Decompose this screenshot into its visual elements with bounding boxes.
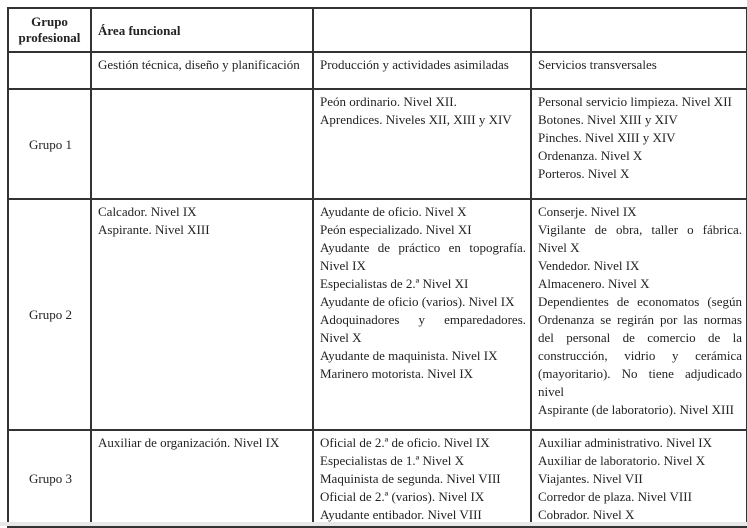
job-entry: Vendedor. Nivel IX bbox=[538, 258, 640, 273]
table-row bbox=[8, 199, 747, 430]
job-entry: Especialistas de 2.ª Nivel XI bbox=[320, 276, 469, 291]
job-entry: Ayudante de maquinista. Nivel IX bbox=[320, 348, 498, 363]
gestion-cell bbox=[91, 89, 313, 199]
header-area-funcional: Área funcional bbox=[91, 8, 313, 52]
servicios-cell bbox=[531, 430, 747, 527]
job-entry: Auxiliar de laboratorio. Nivel X bbox=[538, 453, 706, 468]
job-entry: Viajantes. Nivel VII bbox=[538, 471, 643, 486]
gestion-cell bbox=[91, 199, 313, 430]
job-entry: Peón especializado. Nivel XI bbox=[320, 222, 472, 237]
job-entry: Pinches. Nivel XIII y XIV bbox=[538, 130, 676, 145]
job-entry: Vigilante de obra, taller o fábrica. Nivel X bbox=[538, 222, 742, 255]
job-entry: Aspirante (de laboratorio). Nivel XIII bbox=[538, 402, 735, 417]
job-entry: Marinero motorista. Nivel IX bbox=[320, 366, 474, 381]
gestion-cell bbox=[91, 430, 313, 527]
job-entry: Calcador. Nivel IX bbox=[98, 204, 197, 219]
job-entry: Peón ordinario. Nivel XII. bbox=[320, 94, 457, 109]
page-bottom-strip bbox=[0, 522, 747, 526]
job-entry: Aspirante. Nivel XIII bbox=[98, 222, 210, 237]
job-entry: Ordenanza. Nivel X bbox=[538, 148, 643, 163]
job-entry: Conserje. Nivel IX bbox=[538, 204, 637, 219]
header-empty-cell bbox=[531, 8, 747, 52]
job-entry: Ayudante de oficio (varios). Nivel IX bbox=[320, 294, 515, 309]
area-subheader-row bbox=[8, 52, 747, 89]
produccion-cell bbox=[313, 89, 531, 199]
header-empty-cell bbox=[313, 8, 531, 52]
produccion-cell bbox=[313, 199, 531, 430]
area-produccion: Producción y actividades asimiladas bbox=[313, 52, 531, 89]
job-entry: Porteros. Nivel X bbox=[538, 166, 630, 181]
header-grupo-profesional: Grupo profesional bbox=[8, 8, 91, 52]
job-entry: Ayudante de oficio. Nivel X bbox=[320, 204, 467, 219]
grupos-profesionales-table bbox=[7, 7, 747, 528]
area-servicios: Servicios transversales bbox=[531, 52, 747, 89]
job-entry: Oficial de 2.ª (varios). Nivel IX bbox=[320, 489, 485, 504]
job-entry: Oficial de 2.ª de oficio. Nivel IX bbox=[320, 435, 490, 450]
job-entry: Personal servicio limpieza. Nivel XII bbox=[538, 94, 732, 109]
grupo-label: Grupo 3 bbox=[8, 430, 91, 527]
grupo-label: Grupo 1 bbox=[8, 89, 91, 199]
job-entry: Auxiliar de organización. Nivel IX bbox=[98, 435, 280, 450]
job-entry: Almacenero. Nivel X bbox=[538, 276, 650, 291]
job-entry: Ayudante entibador. Nivel VIII bbox=[320, 507, 482, 522]
job-entry: Aprendices. Niveles XII, XIII y XIV bbox=[320, 112, 512, 127]
job-entry: Cobrador. Nivel X bbox=[538, 507, 635, 522]
job-entry: Botones. Nivel XIII y XIV bbox=[538, 112, 678, 127]
job-entry: Dependientes de economatos (según Ordenanza se regirán por las normas del personal de comercio de la construcción, vidrio y cerámica (mayoritario). No tiene adjudicado nivel bbox=[538, 294, 742, 399]
grupo-label: Grupo 2 bbox=[8, 199, 91, 430]
table-row bbox=[8, 430, 747, 527]
servicios-cell bbox=[531, 199, 747, 430]
produccion-cell bbox=[313, 430, 531, 527]
area-gestion: Gestión técnica, diseño y planificación bbox=[91, 52, 313, 89]
table-row bbox=[8, 89, 747, 199]
job-entry: Adoquinadores y emparedadores. Nivel X bbox=[320, 312, 526, 345]
job-entry: Auxiliar administrativo. Nivel IX bbox=[538, 435, 713, 450]
job-entry: Especialistas de 1.ª Nivel X bbox=[320, 453, 465, 468]
job-entry: Maquinista de segunda. Nivel VIII bbox=[320, 471, 501, 486]
empty-cell bbox=[8, 52, 91, 89]
job-entry: Ayudante de práctico en topografía. Nivel IX bbox=[320, 240, 526, 273]
job-entry: Corredor de plaza. Nivel VIII bbox=[538, 489, 692, 504]
servicios-cell bbox=[531, 89, 747, 199]
header-row bbox=[8, 8, 747, 52]
